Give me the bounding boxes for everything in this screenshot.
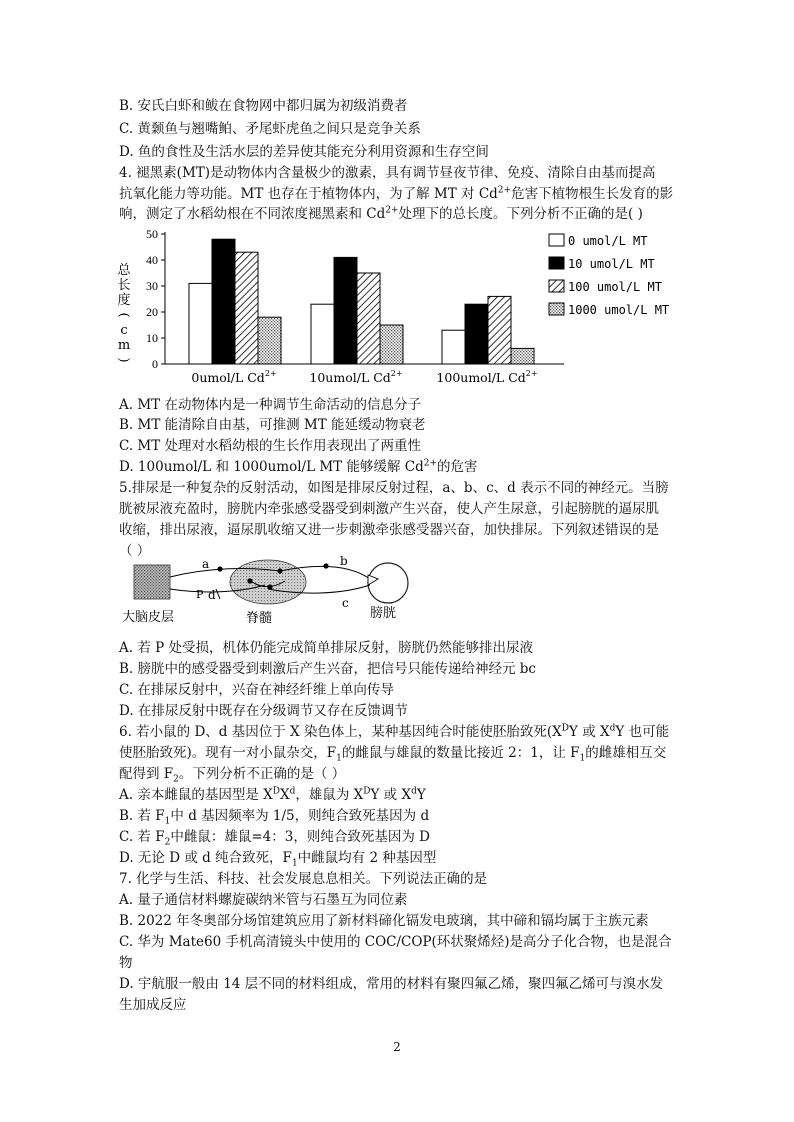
q7-option-c-line1: C. 华为 Mate60 手机高清镜头中使用的 COC/COP(环状聚烯烃)是高分子化合物，也是混合	[119, 934, 672, 950]
p-mark	[216, 589, 220, 599]
q7-option-b: B. 2022 年冬奥部分场馆建筑应用了新材料碲化镉发电玻璃，其中碲和镉均属于主族元素	[119, 913, 649, 929]
q7-option-d-line1: D. 宇航服一般由 14 层不同的材料组成，常用的材料有聚四氟乙烯，聚四氟乙烯可与溴水发	[119, 976, 664, 992]
synapse-dot	[267, 584, 272, 589]
bladder-label: 膀胱	[370, 606, 397, 621]
root-length-bar-chart	[112, 222, 692, 392]
q6-option-b: B. 若 $F_1$中 d 基因频率为 1/5，则纯合致死基因为 d	[119, 808, 430, 827]
y-axis-label-char: (	[116, 312, 131, 318]
y-axis-label-char: 度	[117, 293, 131, 308]
q6-option-c: C. 若 $F_2$中雌鼠：雄鼠=4：3，则纯合致死基因为 D	[119, 829, 430, 848]
bar-white	[442, 330, 465, 364]
synapse-dot	[323, 563, 328, 568]
q3-option-d: D. 鱼的食性及生活水层的差异使其能充分利用资源和生存空间	[119, 144, 489, 160]
q7-option-a: A. 量子通信材料螺旋碳纳米管与石墨互为同位素	[119, 892, 408, 908]
cerebral-cortex-box	[134, 565, 170, 599]
legend-swatch-dots	[549, 303, 564, 315]
bar-hatch	[488, 296, 511, 364]
legend-label: 10 umol/L MT	[568, 257, 655, 271]
legend-label: 0 umol/L MT	[568, 234, 648, 248]
label-p: P	[196, 588, 204, 601]
y-axis-label-char: )	[116, 357, 131, 363]
q4-option-b: B. MT 能清除自由基，可推测 MT 能延缓动物衰老	[119, 417, 426, 433]
legend-swatch-black	[549, 257, 564, 269]
q5-stem-line4: （ ）	[119, 543, 151, 559]
q3-option-c: C. 黄颡鱼与翘嘴鲌、矛尾虾虎鱼之间只是竞争关系	[119, 121, 421, 137]
bar-hatch	[357, 273, 380, 364]
q4-stem-line2: 抗氧化能力等功能。MT 也存在于植物体内，为了解 MT 对 $Cd^{2+}$危害下植物根生长发育的影	[119, 185, 674, 202]
q6-stem-line2: 使胚胎致死)。现有一对小鼠杂交，$F_1$的雌鼠与雄鼠的数量比接近 2：1，让 $F_1$的雌雄相互交	[119, 745, 667, 764]
q5-stem-line1: 5.排尿是一种复杂的反射活动，如图是排尿反射过程，a、b、c、d 表示不同的神经元。当膀	[119, 480, 669, 496]
bar-white	[311, 304, 334, 364]
bar-dots	[511, 348, 534, 364]
q4-option-a: A. MT 在动物体内是一种调节生命活动的信息分子	[119, 397, 421, 413]
q6-option-a: A. 亲本雌鼠的基因型是 $X^DX^d$，雄鼠为 $X^DY$ 或 $X^dY$	[119, 786, 426, 803]
y-axis-label-char: c	[120, 323, 128, 338]
y-axis-label	[116, 263, 131, 363]
y-tick-label: 10	[146, 331, 158, 345]
bar-white	[189, 283, 212, 364]
spinal-cord-label: 脊髓	[246, 611, 273, 626]
q6-stem-line3: 配得到 $F_2$。下列分析不正确的是（ ）	[119, 766, 346, 785]
q5-option-c: C. 在排尿反射中，兴奋在神经纤维上单向传导	[119, 682, 394, 698]
q4-stem-line1: 4. 褪黑素(MT)是动物体内含量极少的激素，具有调节昼夜节律、免疫、清除自由基而提高	[119, 165, 656, 181]
micturition-reflex-diagram	[120, 555, 420, 630]
bar-dots	[380, 325, 403, 364]
q5-option-a: A. 若 P 处受损，机体仍能完成简单排尿反射，膀胱仍然能够排出尿液	[119, 640, 533, 656]
spinal-cord-ellipse	[230, 560, 306, 604]
q5-option-d: D. 在排尿反射中既存在分级调节又存在反馈调节	[119, 703, 408, 719]
x-category-label: 0umol/L $Cd^{2+}$	[191, 369, 277, 385]
q5-option-b: B. 膀胱中的感受器受到刺激后产生兴奋，把信号只能传递给神经元 bc	[119, 661, 536, 677]
y-tick-label: 20	[146, 305, 158, 319]
label-c: c	[342, 596, 349, 610]
page-number: 2	[393, 1040, 401, 1054]
y-tick-label: 30	[146, 279, 158, 293]
y-tick-label: 0	[152, 357, 158, 371]
q6-stem-line1: 6. 若小鼠的 D、d 基因位于 X 染色体上，某种基因纯合时能使胚胎致死($X^DY$ 或 $X^dY$ 也可能	[119, 723, 670, 740]
bar-black	[334, 257, 357, 364]
label-d: d	[208, 588, 216, 602]
bar-dots	[258, 317, 281, 364]
label-b: b	[340, 555, 348, 568]
y-tick-label: 50	[146, 227, 158, 241]
q6-option-d: D. 无论 D 或 d 纯合致死，$F_1$中雌鼠均有 2 种基因型	[119, 850, 437, 869]
x-category-label: 10umol/L $Cd^{2+}$	[309, 369, 403, 385]
q5-stem-line2: 胱被尿液充盈时，膀胱内牵张感受器受到刺激产生兴奋，使人产生尿意，引起膀胱的逼尿肌	[119, 501, 659, 517]
legend-swatch-hatch	[549, 280, 564, 292]
y-axis-label-char: 总	[117, 263, 131, 278]
q7-stem: 7. 化学与生活、科技、社会发展息息相关。下列说法正确的是	[119, 871, 488, 887]
legend-label: 100 umol/L MT	[568, 280, 662, 294]
bar-black	[465, 304, 488, 364]
q4-stem-line3: 响，测定了水稻幼根在不同浓度褪黑素和 $Cd^{2+}$处理下的总长度。下列分析不正确的是( )	[119, 205, 643, 222]
q3-option-b: B. 安氏白虾和鲅在食物网中都归属为初级消费者	[119, 98, 408, 114]
legend-label: 1000 umol/L MT	[568, 303, 670, 317]
q5-stem-line3: 收缩，排出尿液，逼尿肌收缩又进一步刺激牵张感受器兴奋，加快排尿。下列叙述错误的是	[119, 522, 659, 538]
q4-option-c: C. MT 处理对水稻幼根的生长作用表现出了两重性	[119, 438, 422, 454]
q4-option-d: D. 100umol/L 和 1000umol/L MT 能够缓解 $Cd^{2+}$的危害	[119, 458, 478, 475]
y-axis-label-char: 长	[117, 278, 131, 293]
cortex-label: 大脑皮层	[122, 610, 175, 625]
q7-option-d-line2: 生加成反应	[119, 997, 187, 1013]
label-a: a	[202, 557, 210, 571]
y-tick-label: 40	[146, 253, 158, 267]
bladder-circle	[368, 563, 408, 603]
legend-swatch-white	[549, 234, 564, 246]
synapse-dot	[217, 566, 222, 571]
synapse-dot	[277, 568, 282, 573]
bar-hatch	[235, 252, 258, 364]
q7-option-c-line2: 物	[119, 955, 133, 971]
y-axis-label-char: m	[117, 338, 131, 353]
x-category-label: 100umol/L $Cd^{2+}$	[436, 369, 538, 385]
bar-black	[212, 239, 235, 364]
synapse-dot	[247, 578, 252, 583]
